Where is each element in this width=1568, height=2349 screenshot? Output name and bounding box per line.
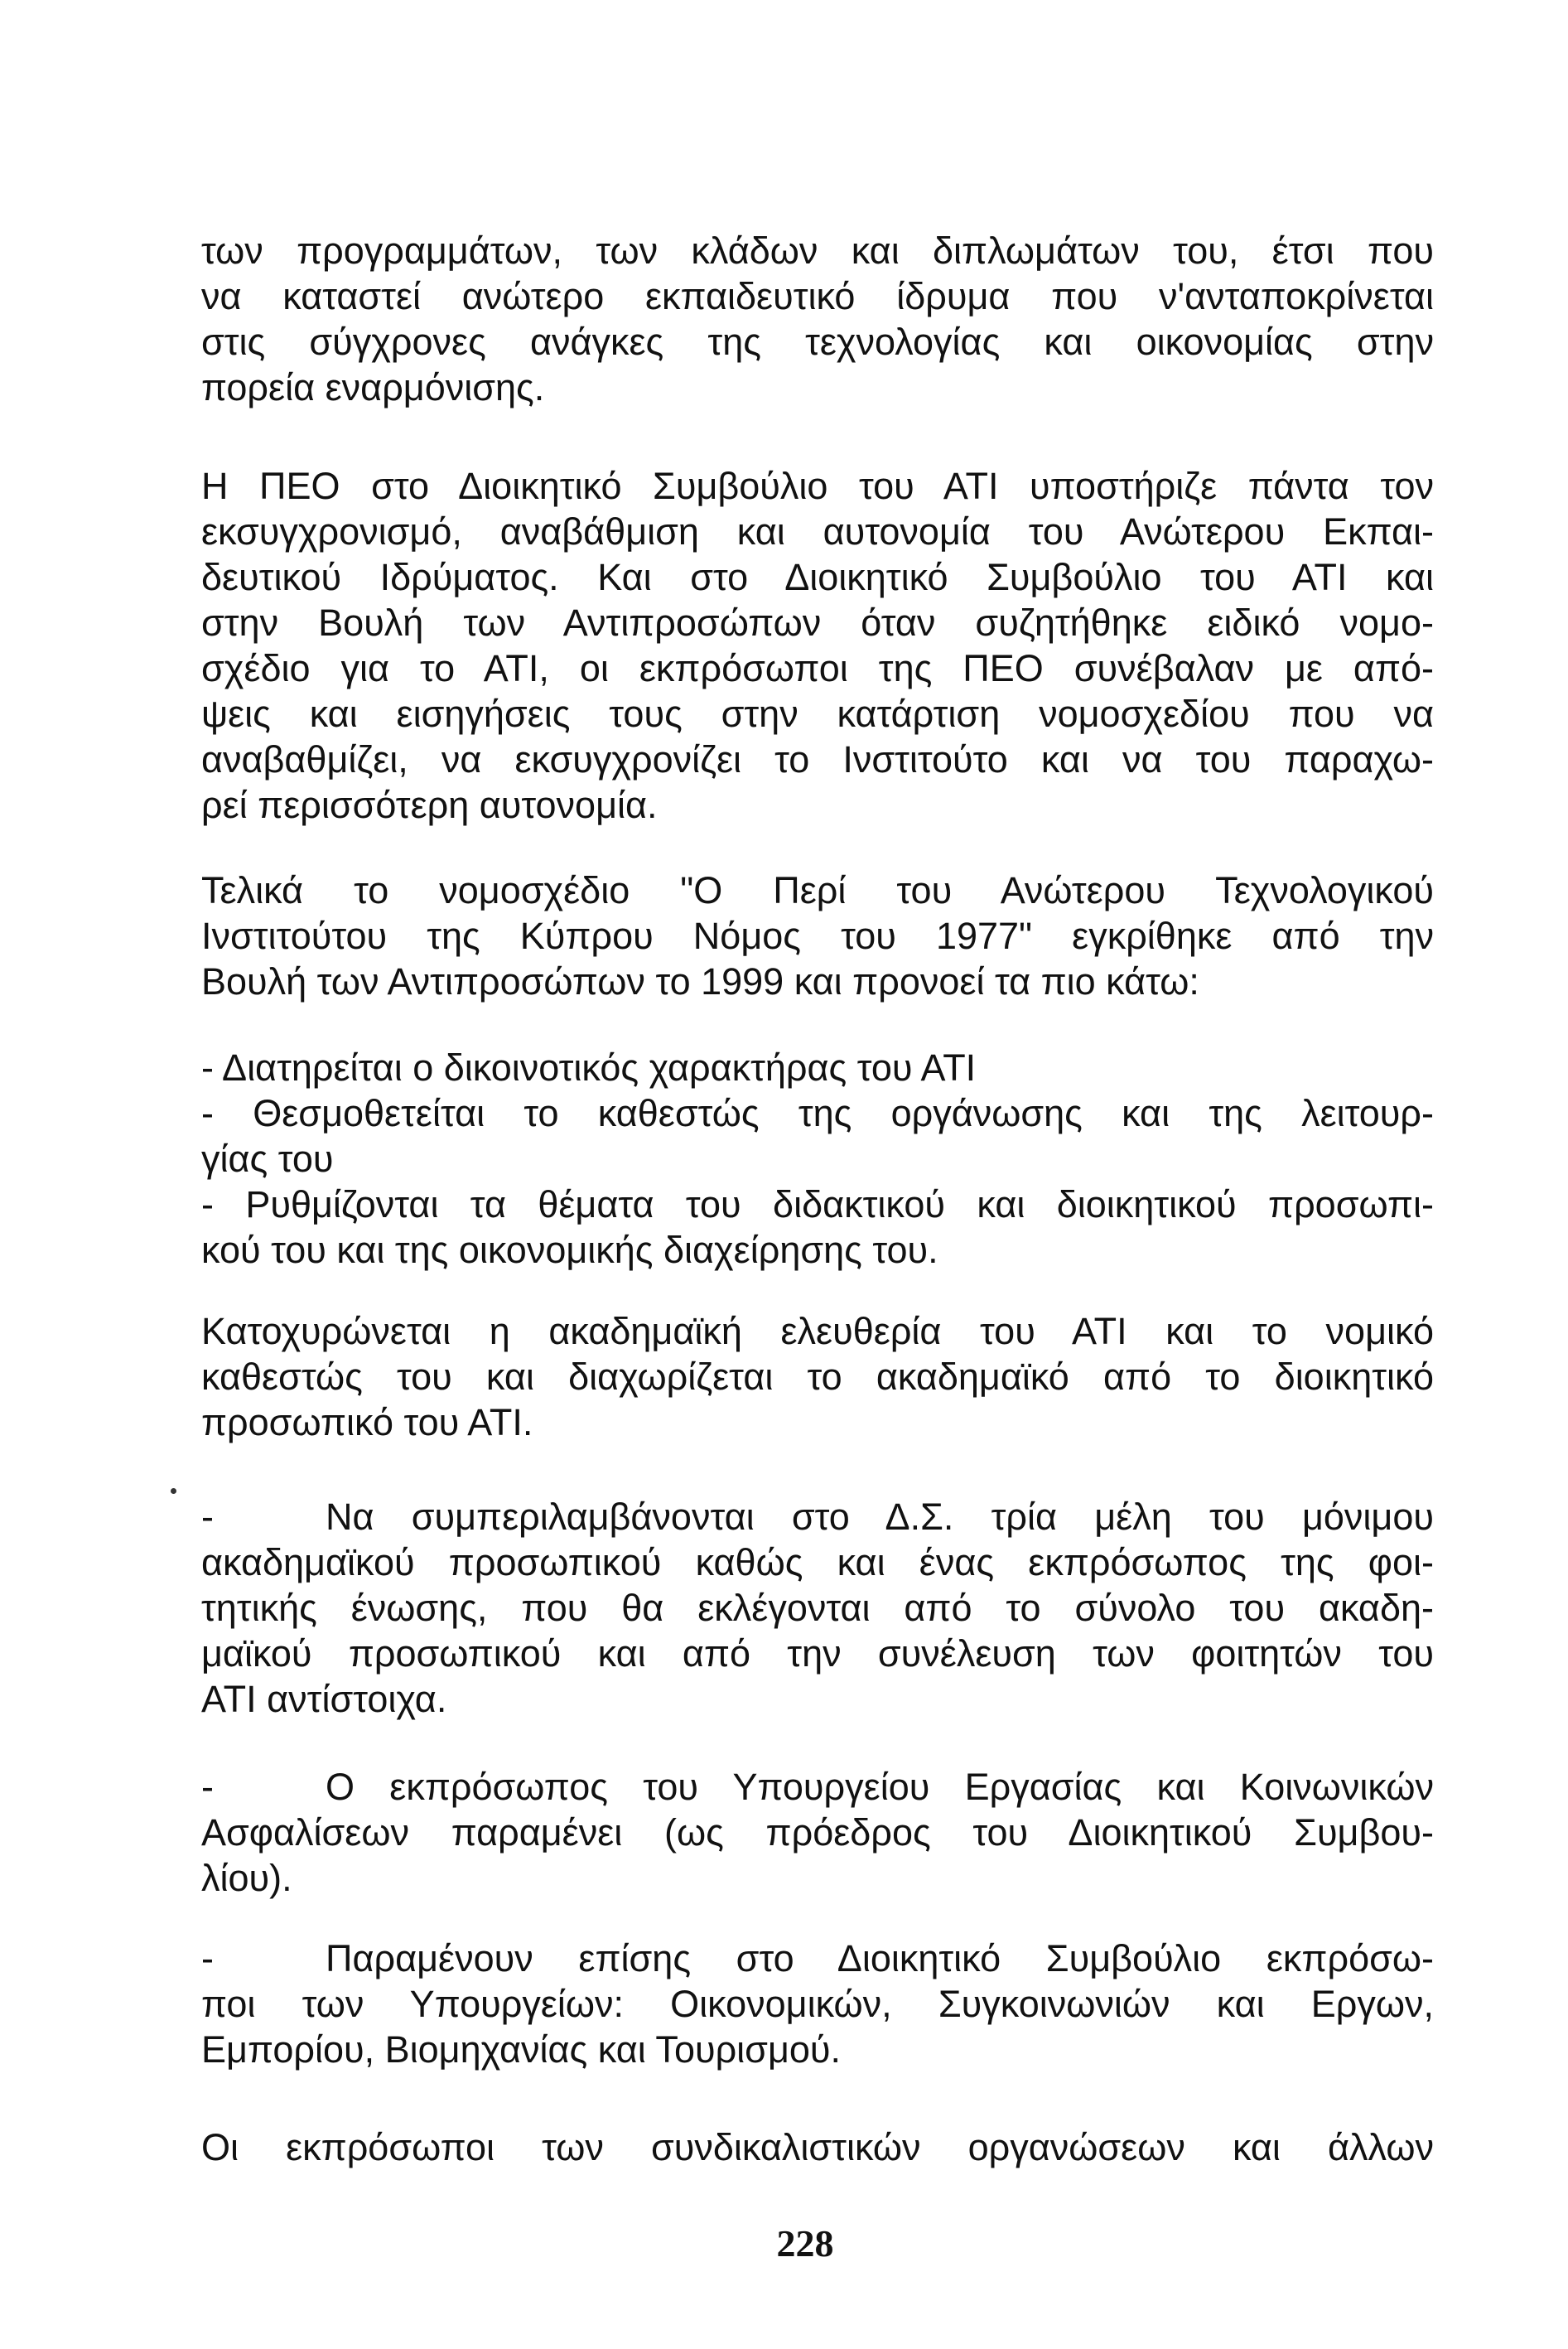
text-line: πορεία εναρμόνισης.	[201, 366, 545, 408]
text-line: Τελικά το νομοσχέδιο "Ο Περί του Ανώτερου Τεχνολογικού	[201, 869, 1434, 911]
paragraph-representatives	[201, 2124, 1434, 2170]
text-span: Ο εκπρόσωπος του Υπουργείου Εργασίας και Κοινωνικών	[326, 1766, 1434, 1808]
paragraph-peo	[201, 463, 1434, 828]
text-line: Η ΠΕΟ στο Διοικητικό Συμβούλιο του ΑΤΙ υποστήριζε πάντα τον	[201, 465, 1434, 507]
paragraph-intro-continuation	[201, 228, 1434, 410]
text-line: τητικής ένωσης, που θα εκλέγονται από το σύνολο του ακαδη-	[201, 1587, 1434, 1629]
text-line: προσωπικό του ΑΤΙ.	[201, 1401, 533, 1443]
paragraph-bill	[201, 868, 1434, 1004]
scan-speck	[171, 1488, 176, 1494]
text-line: ποι των Υπουργείων: Οικονομικών, Συγκοινωνιών και Εργων,	[201, 1983, 1434, 2025]
list-item: - Διατηρείται ο δικοινοτικός χαρακτήρας του ΑΤΙ	[201, 1046, 977, 1089]
text-line: Κατοχυρώνεται η ακαδημαϊκή ελευθερία του ΑΤΙ και το νομικό	[201, 1310, 1434, 1352]
dash-marker: -	[201, 1937, 214, 1979]
text-line: ΑΤΙ αντίστοιχα.	[201, 1678, 447, 1720]
text-line: Βουλή των Αντιπροσώπων το 1999 και προνοεί τα πιο κάτω:	[201, 960, 1199, 1003]
text-line	[201, 1494, 1434, 1539]
text-line: μαϊκού προσωπικού και από την συνέλευση των φοιτητών του	[201, 1632, 1434, 1675]
text-line: στην Βουλή των Αντιπροσώπων όταν συζητήθηκε ειδικό νομο-	[201, 602, 1434, 644]
text-line: στις σύγχρονες ανάγκες της τεχνολογίας και οικονομίας στην	[201, 321, 1434, 363]
text-span: Παραμένουν επίσης στο Διοικητικό Συμβούλιο εκπρόσω-	[326, 1937, 1434, 1979]
text-line: Εμπορίου, Βιομηχανίας και Τουρισμού.	[201, 2028, 842, 2071]
dash-item-other-ministries	[201, 1936, 1434, 2072]
text-line: λίου).	[201, 1857, 292, 1899]
text-line: καθεστώς του και διαχωρίζεται το ακαδημαϊκό από το διοικητικό	[201, 1356, 1434, 1398]
text-line	[201, 1936, 1434, 1981]
text-line: Ασφαλίσεων παραμένει (ως πρόεδρος του Διοικητικού Συμβου-	[201, 1811, 1434, 1854]
provisions-list	[201, 1045, 1434, 1273]
text-line: Ινστιτούτου της Κύπρου Νόμος του 1977" εγκρίθηκε από την	[201, 915, 1434, 957]
text-line: ρεί περισσότερη αυτονομία.	[201, 784, 658, 826]
text-line: ψεις και εισηγήσεις τους στην κατάρτιση νομοσχεδίου που να	[201, 693, 1434, 735]
dash-marker: -	[201, 1766, 214, 1808]
text-line: σχέδιο για το ΑΤΙ, οι εκπρόσωποι της ΠΕΟ συνέβαλαν με από-	[201, 647, 1434, 689]
text-line: δευτικού Ιδρύματος. Και στο Διοικητικό Συμβούλιο του ΑΤΙ και	[201, 556, 1434, 598]
dash-marker: -	[201, 1496, 214, 1538]
text-line: Οι εκπρόσωποι των συνδικαλιστικών οργανώσεων και άλλων	[201, 2126, 1434, 2168]
page-number: 228	[776, 2222, 834, 2264]
dash-item-board-members	[201, 1494, 1434, 1722]
list-item: - Ρυθμίζονται τα θέματα του διδακτικού και διοικητικού προσωπι-	[201, 1183, 1434, 1225]
text-span: Να συμπεριλαμβάνονται στο Δ.Σ. τρία μέλη του μόνιμου	[326, 1496, 1434, 1538]
list-item-continuation: κού του και της οικονομικής διαχείρησης του.	[201, 1229, 938, 1271]
text-line: αναβαθμίζει, να εκσυγχρονίζει το Ινστιτούτο και να του παραχω-	[201, 738, 1434, 781]
text-line: ακαδημαϊκού προσωπικού καθώς και ένας εκπρόσωπος της φοι-	[201, 1541, 1434, 1583]
list-item-continuation: γίας του	[201, 1138, 334, 1180]
dash-item-ministry-labour	[201, 1764, 1434, 1901]
text-line: εκσυγχρονισμό, αναβάθμιση και αυτονομία του Ανώτερου Εκπαι-	[201, 510, 1434, 553]
list-item: - Θεσμοθετείται το καθεστώς της οργάνωσης και της λειτουρ-	[201, 1092, 1434, 1134]
text-line: των προγραμμάτων, των κλάδων και διπλωμάτων του, έτσι που	[201, 230, 1434, 272]
paragraph-academic-freedom	[201, 1308, 1434, 1445]
text-line: να καταστεί ανώτερο εκπαιδευτικό ίδρυμα που ν'ανταποκρίνεται	[201, 275, 1434, 317]
text-line	[201, 1764, 1434, 1810]
